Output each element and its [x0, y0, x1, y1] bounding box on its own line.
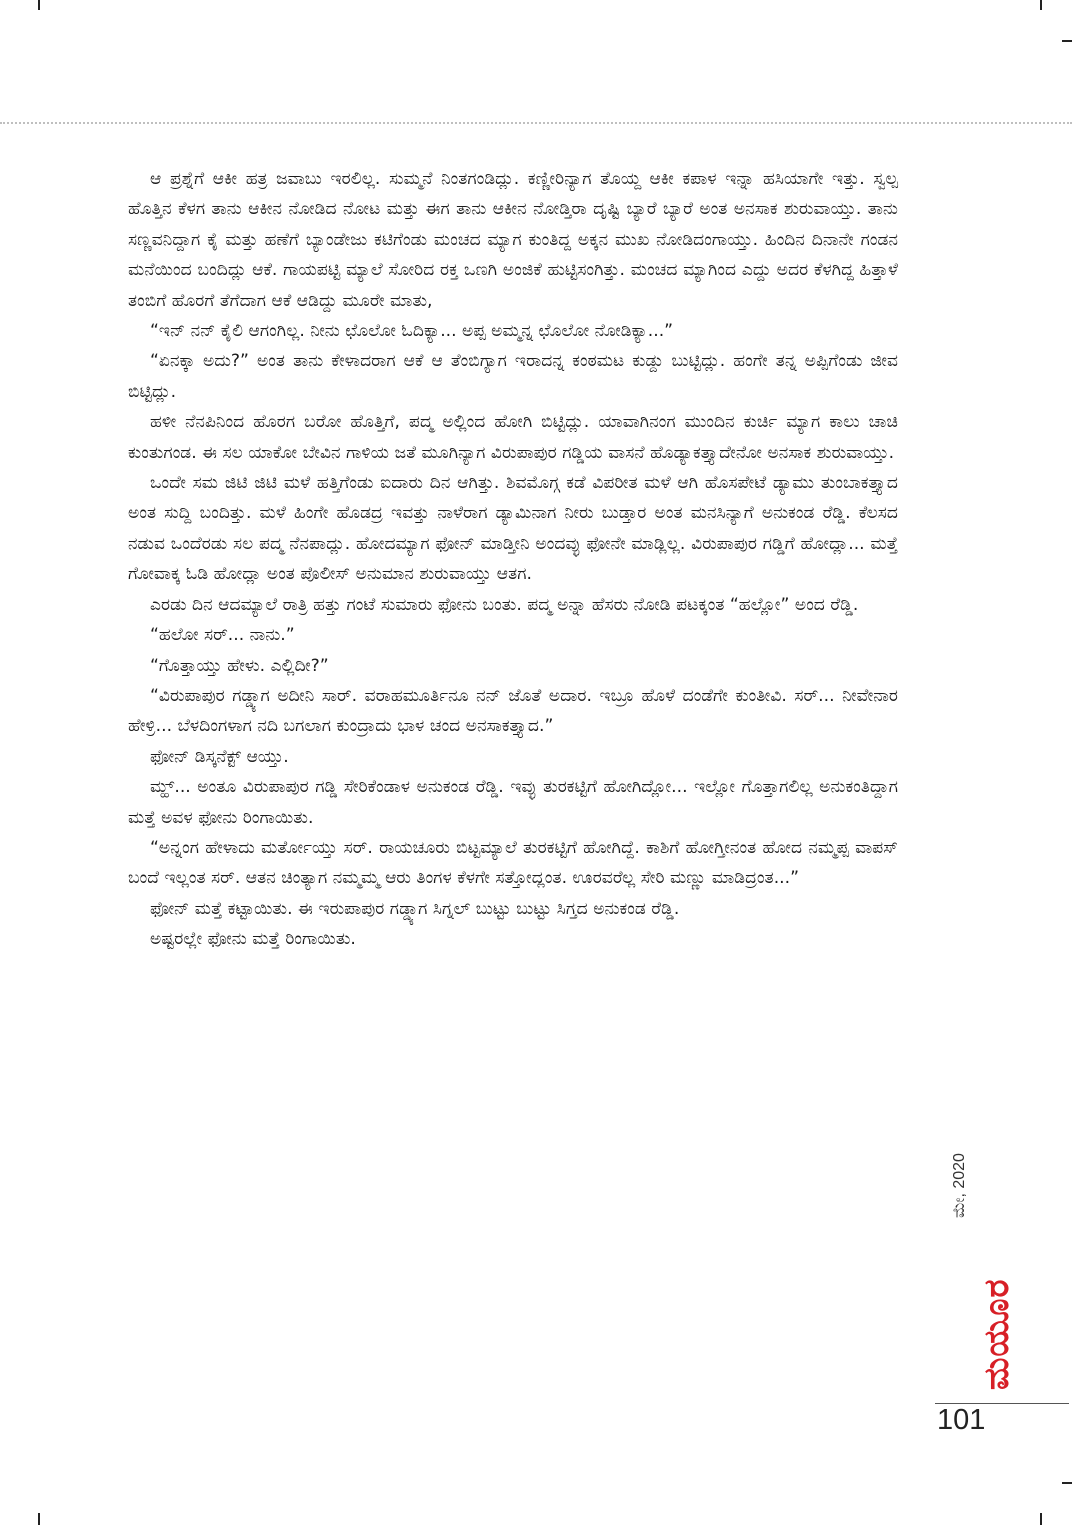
paragraph: “ಹಲೋ ಸರ್... ನಾನು.” — [150, 625, 295, 646]
crop-mark-bottom-left — [38, 1513, 40, 1525]
paragraph: ಮ್ಹ್... ಅಂತೂ ವಿರುಪಾಪುರ ಗಡ್ಡಿ ಸೇರಿಕೆಂಡಾಳ ಅನುಕಂಡ ರೆಡ್ಡಿ. ಇವ್ಳು ತುರಕಟ್ಟಿಗೆ ಹೋಗಿದ್ಲೋ... ಇಲ್ಲೋ ಗೊತ್ತಾಗಲಿಲ್ಲ ಅನುಕಂತಿದ್ದಾಗ ಮತ್ತೆ ಅವಳ ಫೋನು ರಿಂಗಾಯಿತು. — [128, 777, 898, 828]
paragraph: ಫೋನ್ ಮತ್ತೆ ಕಟ್ಟಾಯಿತು. ಈ ಇರುಪಾಪುರ ಗಡ್ಡ್ಯಾಗ ಸಿಗ್ನಲ್ ಬುಟ್ಟು ಬುಟ್ಟು ಸಿಗ್ತದ ಅನುಕಂಡ ರೆಡ್ಡಿ. — [150, 898, 680, 919]
page-number: 101 — [937, 1404, 986, 1436]
paragraph: “ಗೊತ್ತಾಯ್ತು ಹೇಳು. ಎಲ್ಲಿದೀ?” — [150, 655, 329, 676]
paragraph: “ವಿರುಪಾಪುರ ಗಡ್ಡ್ಯಾಗ ಅದೀನಿ ಸಾರ್. ವರಾಹಮೂರ್ತಿನೂ ನನ್ ಜೊತೆ ಅದಾರ. ಇಬ್ರೂ ಹೊಳೆ ದಂಡೆಗೇ ಕುಂತೀವಿ. ಸರ್... ನೀವೇನಾರ ಹೇಳ್ರಿ... ಬೆಳದಿಂಗಳಾಗ ನದಿ ಬಗಲಾಗ ಕುಂದ್ರಾದು ಭಾಳ ಚಂದ ಅನಸಾಕತ್ತ್ಯಾದ.” — [128, 685, 898, 737]
crop-mark-top-right — [1040, 0, 1042, 10]
paragraph: ಅಷ್ಟರಲ್ಲೇ ಫೋನು ಮತ್ತೆ ರಿಂಗಾಯಿತು. — [150, 929, 356, 950]
paragraph: ಎರಡು ದಿನ ಆದಮ್ಯಾಲೆ ರಾತ್ರಿ ಹತ್ತು ಗಂಟೆ ಸುಮಾರು ಫೋನು ಬಂತು. ಪದ್ಮ ಅನ್ನಾ ಹೆಸರು ನೋಡಿ ಪಟಕ್ಕಂತ “ಹಲ್ಲೋ” ಅಂದ ರೆಡ್ಡಿ. — [150, 594, 859, 615]
issue-date: ಮೇ, 2020 — [951, 1153, 968, 1218]
paragraph: ಹಳೀ ನೆನಪಿನಿಂದ ಹೊರಗ ಬರೋ ಹೊತ್ತಿಗೆ, ಪದ್ಮ ಅಲ್ಲಿಂದ ಹೋಗಿ ಬಿಟ್ಟಿದ್ಲು. ಯಾವಾಗಿನಂಗ ಮುಂದಿನ ಕುರ್ಚಿ ಮ್ಯಾಗ ಕಾಲು ಚಾಚಿ ಕುಂತುಗಂಡ. ಈ ಸಲ ಯಾಕೋ ಬೇವಿನ ಗಾಳಿಯ ಜತೆ ಮೂಗಿನ್ಯಾಗ ವಿರುಪಾಪುರ ಗಡ್ಡಿಯ ವಾಸನೆ ಹೊಡ್ಯಾಕತ್ತ್ಯಾದೇನೋ ಅನಸಾಕ ಶುರುವಾಯ್ತು. — [128, 412, 898, 463]
paragraph: “ಅನ್ನಂಗ ಹೇಳಾದು ಮರ್ತೋಯ್ತು ಸರ್. ರಾಯಚೂರು ಬಿಟ್ಟಮ್ಯಾಲೆ ತುರಕಟ್ಟಿಗೆ ಹೋಗಿದ್ದೆ. ಕಾಶಿಗೆ ಹೋಗ್ತೀನಂತ ಹೋದ ನಮ್ಮಪ್ಪ ವಾಪಸ್ ಬಂದೆ ಇಲ್ಲಂತ ಸರ್. ಆತನ ಚಿಂತ್ಯಾಗ ನಮ್ಮಮ್ಮ ಆರು ತಿಂಗಳ ಕೆಳಗೇ ಸತ್ತೋದ್ಲಂತ. ಊರವರೆಲ್ಲ ಸೇರಿ ಮಣ್ಣು ಮಾಡಿದ್ರಂತ...” — [128, 837, 898, 889]
paragraph: ಫೋನ್ ಡಿಸ್ಕನೆಕ್ಟ್ ಆಯ್ತು. — [150, 746, 289, 767]
paragraph: “ಏನಕ್ಕಾ ಅದು?” ಅಂತ ತಾನು ಕೇಳಾದರಾಗ ಆಕೆ ಆ ತೆಂಬಿಗ್ಯಾಗ ಇರಾದನ್ನ ಕಂಠಮಟ ಕುಡ್ದು ಬುಟ್ಟಿದ್ಲು. ಹಂಗೇ ತನ್ನ ಅಪ್ಪಿಗೆಂಡು ಜೀವ ಬಿಟ್ಟಿದ್ಲು. — [128, 351, 898, 402]
crop-mark-bottom-right — [1040, 1513, 1042, 1525]
story-body — [128, 164, 898, 955]
crop-mark-right-top — [1062, 40, 1072, 42]
crop-mark-top-left — [38, 0, 40, 10]
paragraph: ಆ ಪ್ರಶ್ನೆಗೆ ಆಕೀ ಹತ್ರ ಜವಾಬು ಇರಲಿಲ್ಲ. ಸುಮ್ಮನೆ ನಿಂತಗಂಡಿದ್ಲು. ಕಣ್ಣೀರಿನ್ಯಾಗ ತೊಯ್ದ ಆಕೀ ಕಪಾಳ ಇನ್ನಾ ಹಸಿಯಾಗೇ ಇತ್ತು. ಸ್ವಲ್ಪ ಹೊತ್ತಿನ ಕೆಳಗ ತಾನು ಆಕೀನ ನೋಡಿದ ನೋಟ ಮತ್ತು ಈಗ ತಾನು ಆಕೀನ ನೋಡ್ತಿರಾ ದೃಷ್ಟಿ ಬ್ಯಾರೆ ಬ್ಯಾರೆ ಅಂತ ಅನಸಾಕ ಶುರುವಾಯ್ತು. ತಾನು ಸಣ್ಣವನಿದ್ದಾಗ ಕೈ ಮತ್ತು ಹಣೆಗೆ ಬ್ಯಾಂಡೇಜು ಕಟಿಗೆಂಡು ಮಂಚದ ಮ್ಯಾಗ ಕುಂತಿದ್ದ ಅಕ್ಕನ ಮುಖ ನೋಡಿದಂಗಾಯ್ತು. ಹಿಂದಿನ ದಿನಾನೇ ಗಂಡನ ಮನೆಯಿಂದ ಬಂದಿದ್ಲು ಆಕೆ. ಗಾಯಪಟ್ಟಿ ಮ್ಯಾಲೆ ಸೋರಿದ ರಕ್ತ ಒಣಗಿ ಅಂಜಿಕೆ ಹುಟ್ಟಿಸಂಗಿತ್ತು. ಮಂಚದ ಮ್ಯಾಗಿಂದ ಎದ್ದು ಅದರ ಕೆಳಗಿದ್ದ ಹಿತ್ತಾಳೆ ತಂಬಿಗೆ ಹೊರಗೆ ತೆಗೆದಾಗ ಆಕೆ ಆಡಿದ್ದು ಮೂರೇ ಮಾತು, — [128, 169, 898, 311]
header-dotted-rule — [0, 122, 1072, 124]
paragraph: “ಇನ್ ನನ್ ಕೈಲಿ ಆಗಂಗಿಲ್ಲ. ನೀನು ಛೊಲೋ ಓದಿಕ್ಯಾ... ಅಪ್ಪ ಅಮ್ಮನ್ನ ಛೊಲೋ ನೋಡಿಕ್ಯಾ...” — [150, 321, 674, 342]
magazine-logo: ಮಯೂರ — [977, 1278, 1017, 1390]
paragraph: ಒಂದೇ ಸಮ ಜಿಟಿ ಜಿಟಿ ಮಳೆ ಹತ್ತಿಗೆಂಡು ಐದಾರು ದಿನ ಆಗಿತ್ತು. ಶಿವಮೊಗ್ಗ ಕಡೆ ವಿಪರೀತ ಮಳೆ ಆಗಿ ಹೊಸಪೇಟೆ ಡ್ಯಾಮು ತುಂಬಾಕತ್ತ್ಯಾದ ಅಂತ ಸುದ್ದಿ ಬಂದಿತ್ತು. ಮಳೆ ಹಿಂಗೇ ಹೊಡದ್ರ ಇವತ್ತು ನಾಳೆರಾಗ ಡ್ಯಾಮಿನಾಗ ನೀರು ಬುಡ್ತಾರ ಅಂತ ಮನಸಿನ್ಯಾಗೆ ಅನುಕಂಡ ರೆಡ್ಡಿ. ಕೆಲಸದ ನಡುವ ಒಂದೆರಡು ಸಲ ಪದ್ಮ ನೆನಪಾದ್ಲು. ಹೋದಮ್ಯಾಗ ಫೋನ್ ಮಾಡ್ತೀನಿ ಅಂದವ್ಳು ಫೋನೇ ಮಾಡ್ಲಿಲ್ಲ. ವಿರುಪಾಪುರ ಗಡ್ಡಿಗೆ ಹೋದ್ಲಾ... ಮತ್ತೆ ಗೋವಾಕ್ಕ ಓಡಿ ಹೋದ್ಲಾ ಅಂತ ಪೊಲೀಸ್ ಅನುಮಾನ ಶುರುವಾಯ್ತು ಆತಗ. — [128, 473, 898, 585]
crop-mark-right-bottom — [1062, 1482, 1072, 1484]
